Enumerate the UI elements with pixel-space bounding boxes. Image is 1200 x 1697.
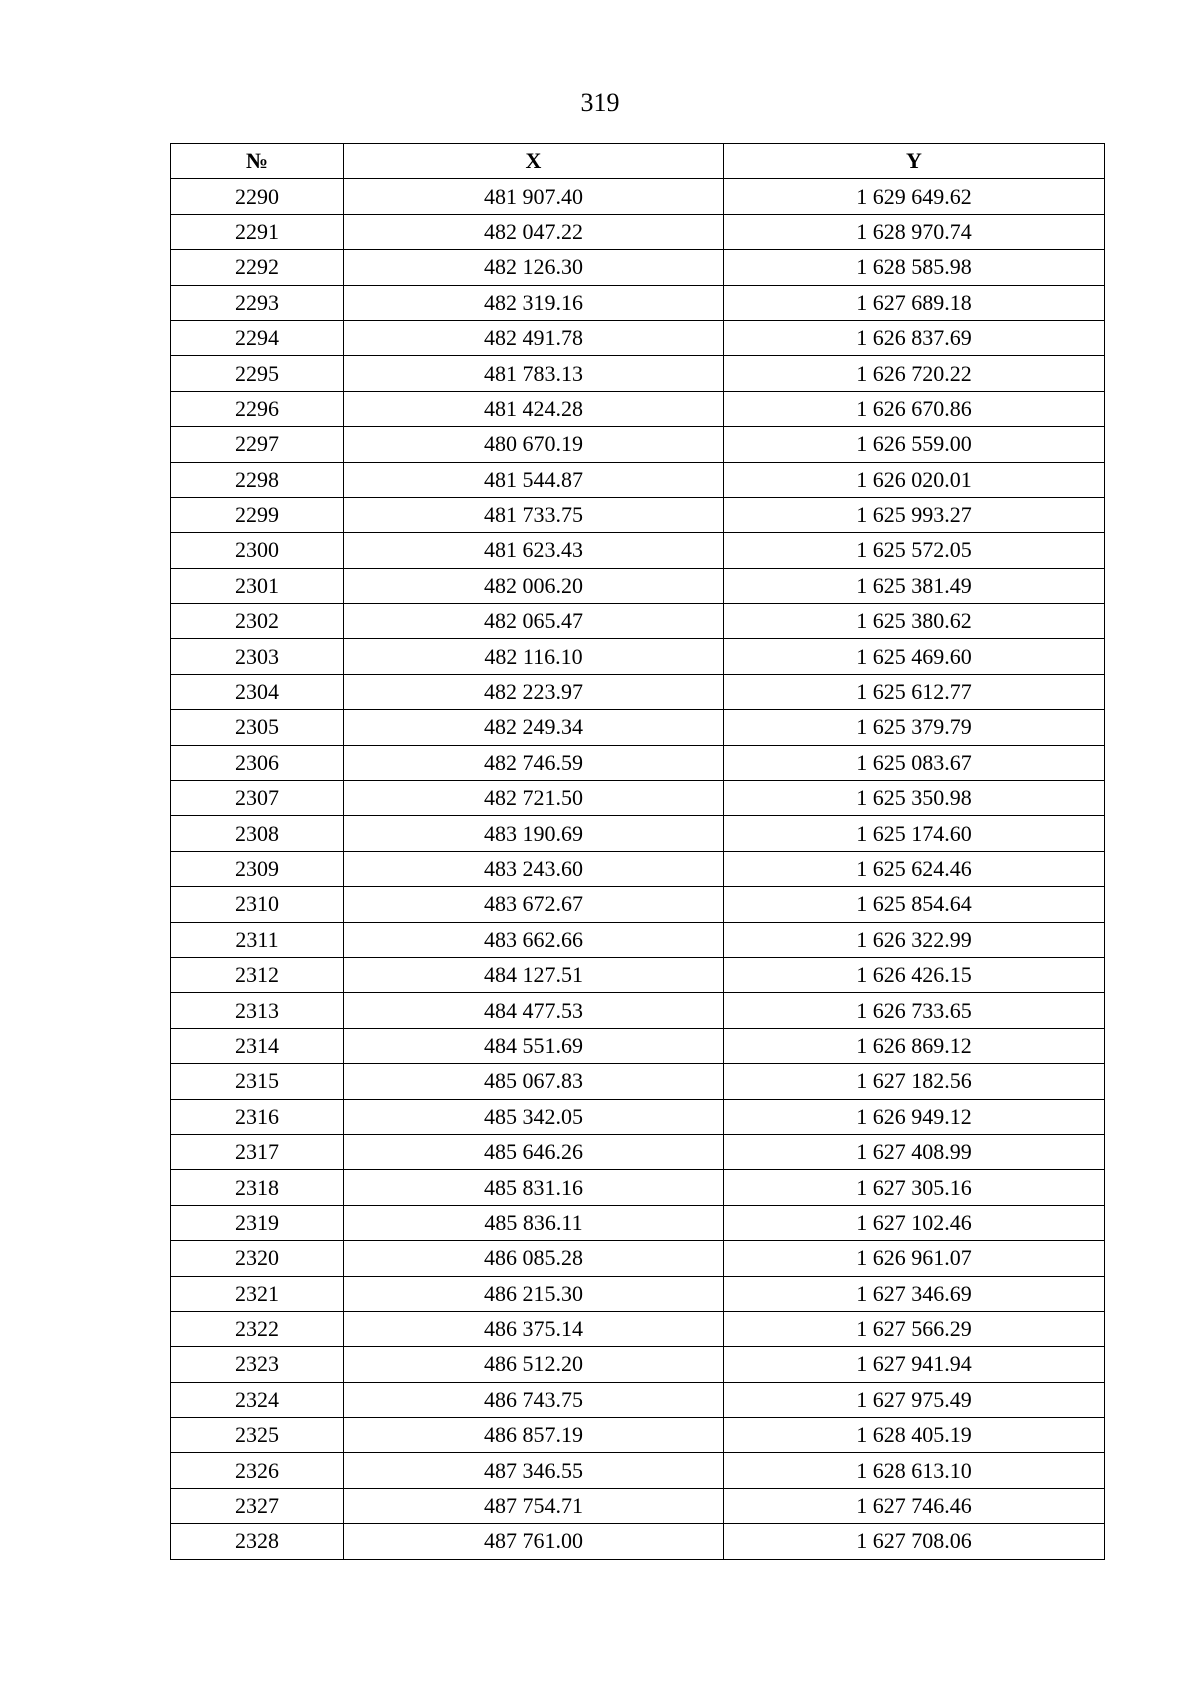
cell-number: 2319 (171, 1205, 344, 1240)
cell-y: 1 627 182.56 (724, 1064, 1105, 1099)
cell-x: 484 477.53 (344, 993, 724, 1028)
cell-x: 482 126.30 (344, 250, 724, 285)
cell-y: 1 626 020.01 (724, 462, 1105, 497)
table-row (171, 887, 1105, 922)
cell-y: 1 625 380.62 (724, 604, 1105, 639)
cell-number: 2313 (171, 993, 344, 1028)
cell-x: 486 215.30 (344, 1276, 724, 1311)
cell-x: 482 065.47 (344, 604, 724, 639)
cell-x: 481 907.40 (344, 179, 724, 214)
cell-number: 2305 (171, 710, 344, 745)
cell-number: 2294 (171, 320, 344, 355)
table-row (171, 993, 1105, 1028)
cell-x: 482 721.50 (344, 781, 724, 816)
cell-number: 2327 (171, 1488, 344, 1523)
cell-y: 1 627 975.49 (724, 1382, 1105, 1417)
table-row (171, 462, 1105, 497)
cell-number: 2325 (171, 1418, 344, 1453)
cell-y: 1 629 649.62 (724, 179, 1105, 214)
cell-number: 2298 (171, 462, 344, 497)
cell-x: 482 006.20 (344, 568, 724, 603)
cell-number: 2317 (171, 1134, 344, 1169)
table-row (171, 922, 1105, 957)
table-row (171, 604, 1105, 639)
table-row (171, 285, 1105, 320)
cell-x: 487 754.71 (344, 1488, 724, 1523)
cell-y: 1 628 585.98 (724, 250, 1105, 285)
cell-x: 480 670.19 (344, 427, 724, 462)
cell-x: 482 249.34 (344, 710, 724, 745)
table-row (171, 1311, 1105, 1346)
coordinates-table (170, 143, 1105, 1560)
cell-x: 484 127.51 (344, 957, 724, 992)
cell-number: 2309 (171, 851, 344, 886)
cell-y: 1 625 469.60 (724, 639, 1105, 674)
cell-number: 2312 (171, 957, 344, 992)
cell-number: 2320 (171, 1241, 344, 1276)
cell-x: 485 831.16 (344, 1170, 724, 1205)
cell-x: 486 085.28 (344, 1241, 724, 1276)
cell-y: 1 627 689.18 (724, 285, 1105, 320)
table-row (171, 1276, 1105, 1311)
cell-y: 1 625 350.98 (724, 781, 1105, 816)
cell-number: 2297 (171, 427, 344, 462)
cell-y: 1 627 746.46 (724, 1488, 1105, 1523)
cell-number: 2291 (171, 214, 344, 249)
cell-number: 2314 (171, 1028, 344, 1063)
cell-number: 2304 (171, 674, 344, 709)
cell-y: 1 625 993.27 (724, 497, 1105, 532)
cell-y: 1 628 613.10 (724, 1453, 1105, 1488)
column-header-number: № (171, 144, 344, 179)
table-row (171, 1028, 1105, 1063)
table-row (171, 1170, 1105, 1205)
column-header-x: X (344, 144, 724, 179)
cell-x: 481 424.28 (344, 391, 724, 426)
cell-number: 2307 (171, 781, 344, 816)
cell-x: 482 319.16 (344, 285, 724, 320)
cell-number: 2326 (171, 1453, 344, 1488)
cell-x: 483 672.67 (344, 887, 724, 922)
cell-y: 1 627 305.16 (724, 1170, 1105, 1205)
table-row (171, 568, 1105, 603)
cell-number: 2292 (171, 250, 344, 285)
table-row (171, 179, 1105, 214)
cell-y: 1 626 949.12 (724, 1099, 1105, 1134)
table-row (171, 391, 1105, 426)
table-row (171, 320, 1105, 355)
cell-y: 1 626 961.07 (724, 1241, 1105, 1276)
table-row (171, 745, 1105, 780)
cell-number: 2290 (171, 179, 344, 214)
cell-y: 1 628 970.74 (724, 214, 1105, 249)
cell-x: 482 047.22 (344, 214, 724, 249)
cell-y: 1 627 566.29 (724, 1311, 1105, 1346)
cell-x: 487 761.00 (344, 1524, 724, 1559)
table-row (171, 1347, 1105, 1382)
cell-x: 482 223.97 (344, 674, 724, 709)
cell-number: 2322 (171, 1311, 344, 1346)
cell-y: 1 625 612.77 (724, 674, 1105, 709)
cell-y: 1 625 379.79 (724, 710, 1105, 745)
table-row (171, 1418, 1105, 1453)
table-row (171, 533, 1105, 568)
cell-x: 481 783.13 (344, 356, 724, 391)
table-row (171, 710, 1105, 745)
table-row (171, 1134, 1105, 1169)
cell-x: 486 375.14 (344, 1311, 724, 1346)
table-header-row (171, 144, 1105, 179)
cell-number: 2310 (171, 887, 344, 922)
cell-number: 2311 (171, 922, 344, 957)
cell-number: 2308 (171, 816, 344, 851)
table-row (171, 497, 1105, 532)
cell-x: 486 857.19 (344, 1418, 724, 1453)
cell-x: 486 512.20 (344, 1347, 724, 1382)
cell-y: 1 627 941.94 (724, 1347, 1105, 1382)
cell-x: 482 116.10 (344, 639, 724, 674)
cell-x: 484 551.69 (344, 1028, 724, 1063)
cell-number: 2315 (171, 1064, 344, 1099)
cell-y: 1 626 837.69 (724, 320, 1105, 355)
cell-y: 1 625 624.46 (724, 851, 1105, 886)
cell-number: 2328 (171, 1524, 344, 1559)
table-row (171, 674, 1105, 709)
cell-number: 2324 (171, 1382, 344, 1417)
table-row (171, 781, 1105, 816)
table-row (171, 1382, 1105, 1417)
table-body (171, 179, 1105, 1559)
cell-y: 1 626 869.12 (724, 1028, 1105, 1063)
cell-number: 2302 (171, 604, 344, 639)
table-row (171, 639, 1105, 674)
cell-x: 483 190.69 (344, 816, 724, 851)
cell-y: 1 626 733.65 (724, 993, 1105, 1028)
cell-y: 1 625 572.05 (724, 533, 1105, 568)
cell-number: 2295 (171, 356, 344, 391)
column-header-y: Y (724, 144, 1105, 179)
table-row (171, 1488, 1105, 1523)
cell-y: 1 627 102.46 (724, 1205, 1105, 1240)
table-row (171, 427, 1105, 462)
cell-y: 1 625 174.60 (724, 816, 1105, 851)
table-row (171, 851, 1105, 886)
table-row (171, 1241, 1105, 1276)
cell-y: 1 625 083.67 (724, 745, 1105, 780)
page-number: 319 (580, 88, 620, 117)
table-row (171, 1064, 1105, 1099)
cell-x: 485 836.11 (344, 1205, 724, 1240)
cell-number: 2293 (171, 285, 344, 320)
cell-x: 481 544.87 (344, 462, 724, 497)
table-row (171, 356, 1105, 391)
table-row (171, 957, 1105, 992)
cell-y: 1 627 408.99 (724, 1134, 1105, 1169)
cell-number: 2300 (171, 533, 344, 568)
cell-x: 483 243.60 (344, 851, 724, 886)
cell-y: 1 626 426.15 (724, 957, 1105, 992)
table-row (171, 816, 1105, 851)
cell-x: 481 623.43 (344, 533, 724, 568)
cell-number: 2299 (171, 497, 344, 532)
cell-number: 2316 (171, 1099, 344, 1134)
table-row (171, 214, 1105, 249)
cell-x: 485 646.26 (344, 1134, 724, 1169)
table-row (171, 1205, 1105, 1240)
cell-number: 2301 (171, 568, 344, 603)
cell-y: 1 626 720.22 (724, 356, 1105, 391)
cell-x: 483 662.66 (344, 922, 724, 957)
cell-y: 1 626 559.00 (724, 427, 1105, 462)
table-row (171, 1099, 1105, 1134)
cell-y: 1 627 708.06 (724, 1524, 1105, 1559)
cell-number: 2306 (171, 745, 344, 780)
cell-x: 485 067.83 (344, 1064, 724, 1099)
table-row (171, 1524, 1105, 1559)
cell-x: 485 342.05 (344, 1099, 724, 1134)
cell-number: 2321 (171, 1276, 344, 1311)
cell-x: 482 491.78 (344, 320, 724, 355)
cell-y: 1 627 346.69 (724, 1276, 1105, 1311)
cell-y: 1 625 854.64 (724, 887, 1105, 922)
cell-x: 482 746.59 (344, 745, 724, 780)
cell-y: 1 626 670.86 (724, 391, 1105, 426)
cell-y: 1 626 322.99 (724, 922, 1105, 957)
cell-x: 481 733.75 (344, 497, 724, 532)
cell-x: 487 346.55 (344, 1453, 724, 1488)
cell-number: 2296 (171, 391, 344, 426)
cell-number: 2323 (171, 1347, 344, 1382)
cell-number: 2303 (171, 639, 344, 674)
cell-y: 1 625 381.49 (724, 568, 1105, 603)
table-row (171, 1453, 1105, 1488)
cell-number: 2318 (171, 1170, 344, 1205)
cell-x: 486 743.75 (344, 1382, 724, 1417)
table-row (171, 250, 1105, 285)
cell-y: 1 628 405.19 (724, 1418, 1105, 1453)
